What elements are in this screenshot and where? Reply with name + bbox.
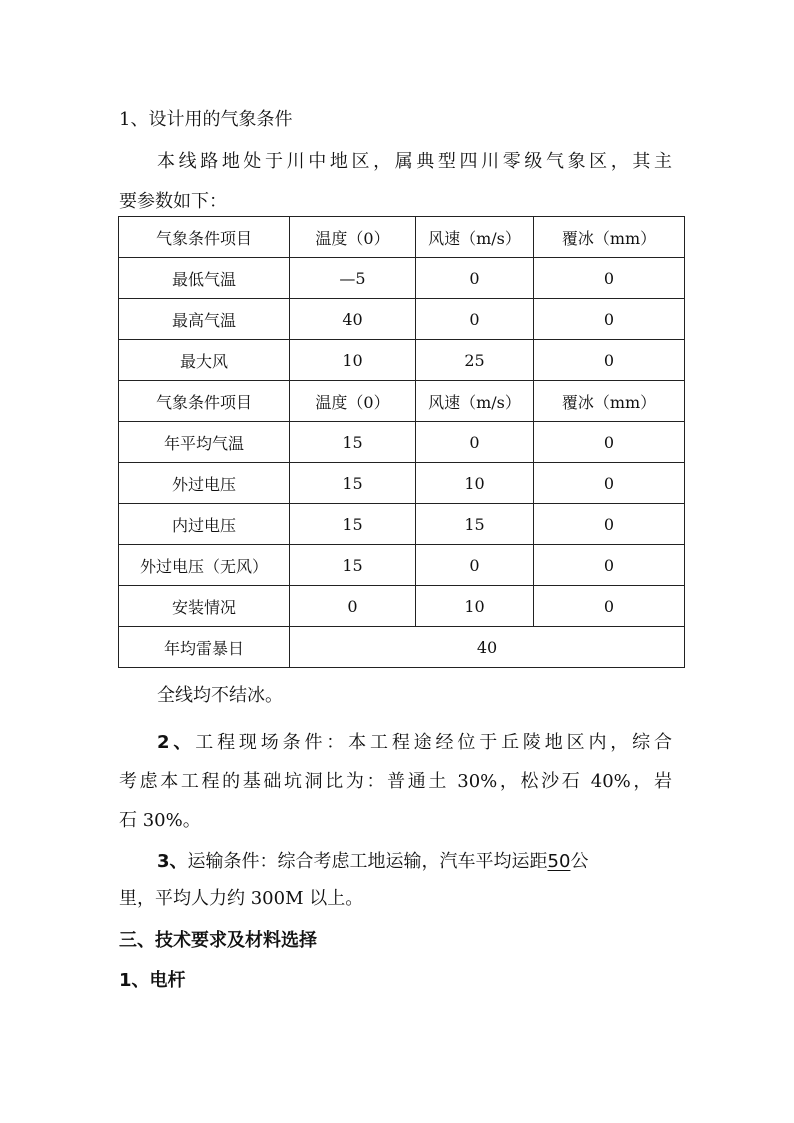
table-cell: 15 [290,504,416,545]
no-ice-note: 全线均不结冰。 [157,685,283,706]
table-row [119,422,685,463]
intro-line-1: 本线路地处于川中地区，属典型四川零级气象区，其主 [157,151,672,172]
table-cell: 年平均气温 [119,422,290,463]
subsection-1-title: 1、电杆 [119,970,186,991]
table-header-cell: 风速（m/s） [416,217,534,258]
table-cell: 外过电压 [119,463,290,504]
table-cell: 15 [416,504,534,545]
table-cell: 0 [416,258,534,299]
section-2-text: 工程现场条件：本工程途经位于丘陵地区内，综合 [195,732,672,753]
table-cell: 0 [534,545,685,586]
table-row [119,504,685,545]
table-header-cell: 温度（0） [290,217,416,258]
weather-conditions-table [118,216,685,668]
table-cell: 0 [534,463,685,504]
table-cell: 0 [534,299,685,340]
table-cell: —5 [290,258,416,299]
table-row [119,463,685,504]
distance-unit-word: 公 [570,851,589,872]
table-row-thunder-days [119,627,685,668]
table-row [119,340,685,381]
table-cell: 0 [534,586,685,627]
table-header-cell: 风速（m/s） [416,381,534,422]
table-cell: 0 [534,258,685,299]
table-cell: 0 [416,545,534,586]
section-3-line-1 [157,849,672,875]
section-2-line-1 [157,730,672,756]
table-header-cell: 气象条件项目 [119,217,290,258]
table-row [119,258,685,299]
transport-distance: 50 [547,851,571,872]
table-row [119,299,685,340]
table-cell: 25 [416,340,534,381]
table-cell: 最大风 [119,340,290,381]
section-3-number: 3、 [157,851,188,872]
section-2-line-3: 石 30%。 [119,810,201,831]
table-header-cell: 温度（0） [290,381,416,422]
table-cell: 安装情况 [119,586,290,627]
thunder-days-value: 40 [290,627,685,668]
table-row [119,586,685,627]
table-cell: 最低气温 [119,258,290,299]
table-cell: 最高气温 [119,299,290,340]
section-1-title: 1、设计用的气象条件 [119,109,293,130]
table-row [119,545,685,586]
table-cell: 内过电压 [119,504,290,545]
chapter-3-title: 三、技术要求及材料选择 [119,930,317,951]
table-cell: 0 [416,422,534,463]
table-header-cell: 覆冰（mm） [534,217,685,258]
section-2-number: 2、 [157,732,196,753]
table-cell: 10 [290,340,416,381]
table-cell: 10 [416,463,534,504]
table-cell: 外过电压（无风） [119,545,290,586]
table-header-row [119,217,685,258]
intro-line-2: 要参数如下： [119,191,227,212]
thunder-days-label: 年均雷暴日 [119,627,290,668]
table-header-row-repeat [119,381,685,422]
table-cell: 0 [290,586,416,627]
table-cell: 0 [534,422,685,463]
table-cell: 15 [290,545,416,586]
table-cell: 15 [290,422,416,463]
table-cell: 0 [534,504,685,545]
section-3-text: 运输条件：综合考虑工地运输，汽车平均运距 [187,851,548,872]
table-cell: 40 [290,299,416,340]
table-cell: 10 [416,586,534,627]
table-header-cell: 气象条件项目 [119,381,290,422]
table-cell: 0 [416,299,534,340]
table-cell: 15 [290,463,416,504]
table-header-cell: 覆冰（mm） [534,381,685,422]
section-2-line-2: 考虑本工程的基础坑洞比为：普通土 30%，松沙石 40%，岩 [119,771,672,792]
table-cell: 0 [534,340,685,381]
section-3-line-2: 里，平均人力约 300M 以上。 [119,888,364,909]
